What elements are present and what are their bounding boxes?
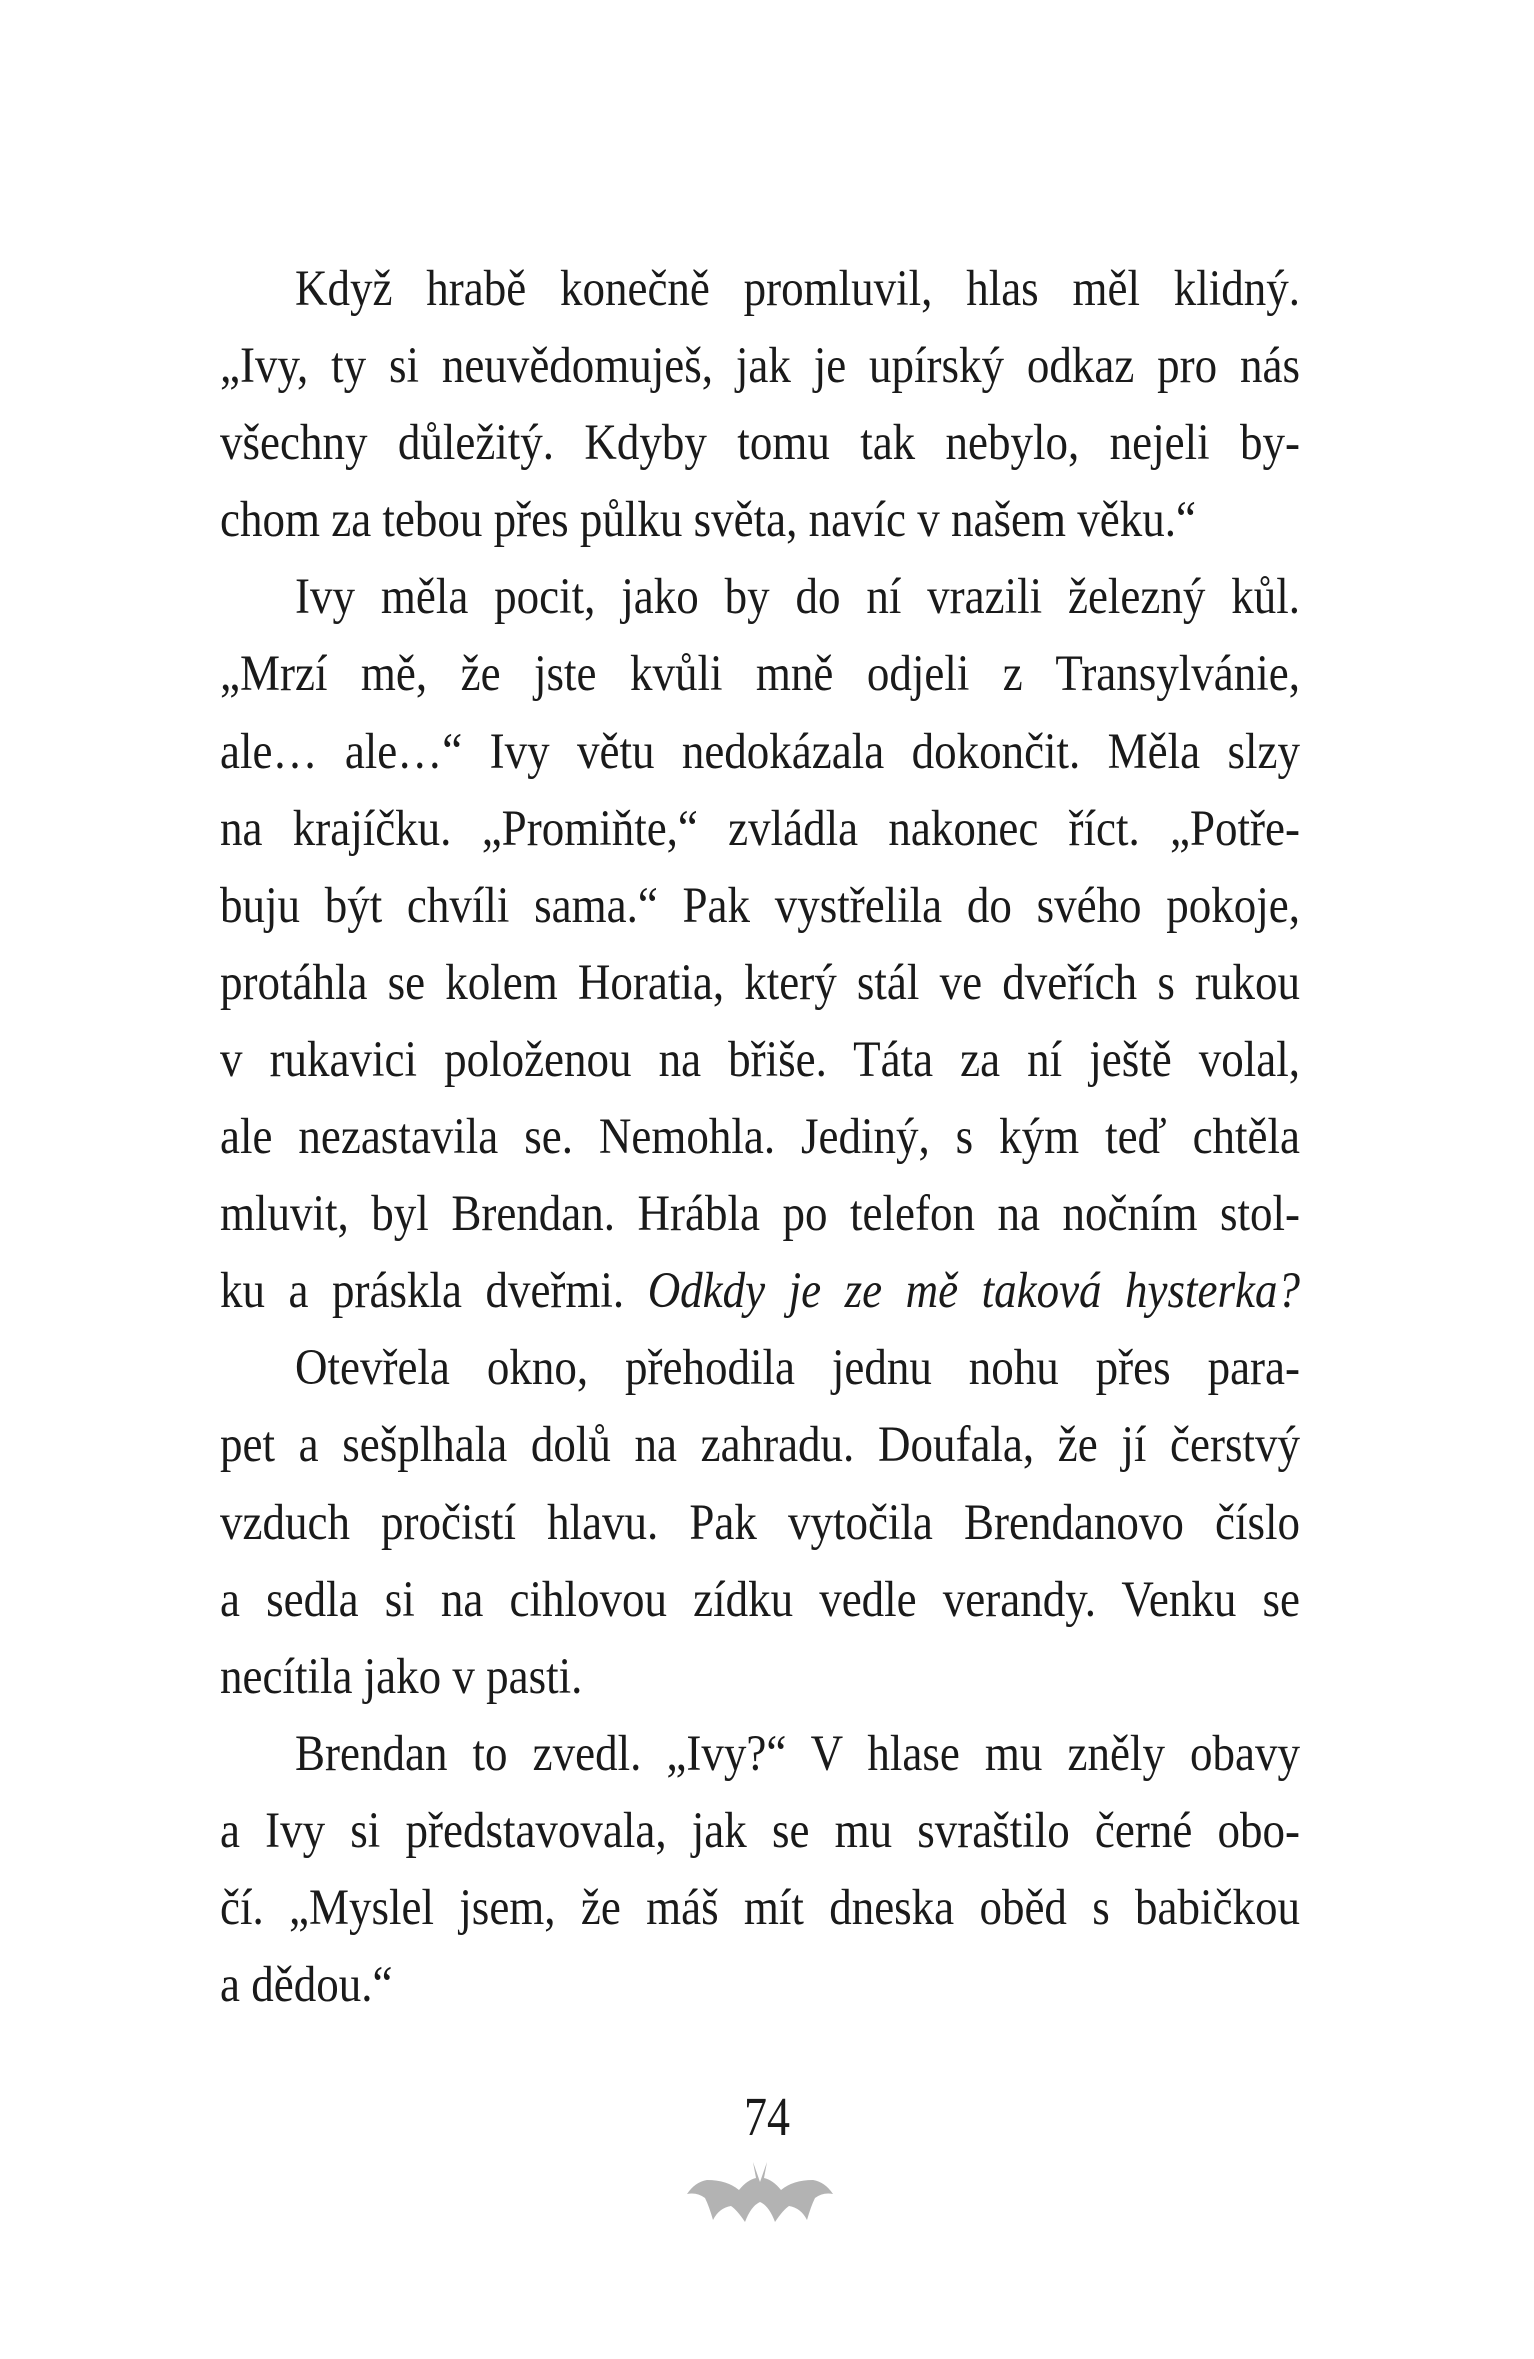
line-text: v rukavici položenou na břiše. Táta za ní ještě volal, [220, 1031, 1300, 1088]
line-text: „Ivy, ty si neuvědomuješ, jak je upírský odkaz pro nás [220, 337, 1300, 394]
line-text: ale… ale…“ Ivy větu nedokázala dokončit. Měla slzy [220, 722, 1300, 779]
text-line [220, 1641, 1300, 1727]
line-text: buju být chvíli sama.“ Pak vystřelila do svého pokoje, [220, 876, 1300, 933]
text-line [220, 1872, 1300, 1958]
line-text: Otevřela okno, přehodila jednu nohu přes para- [295, 1339, 1300, 1396]
line-text: chom za tebou přes půlku světa, navíc v našem věku.“ [220, 491, 1196, 548]
text-line [220, 1718, 1300, 1804]
line-text: všechny důležitý. Kdyby tomu tak nebylo, nejeli by- [220, 414, 1300, 471]
text-line [220, 1101, 1300, 1187]
line-text: Brendan to zvedl. „Ivy?“ V hlase mu zněly obavy [295, 1724, 1300, 1781]
text-line [220, 1024, 1300, 1110]
line-text: a dědou.“ [220, 1956, 393, 2013]
text-line [220, 330, 1300, 416]
text-line [220, 947, 1300, 1033]
text-line [220, 1410, 1300, 1496]
line-text: mluvit, byl Brendan. Hrábla po telefon na nočním stol- [220, 1185, 1300, 1242]
line-text: „Mrzí mě, že jste kvůli mně odjeli z Transylvánie, [220, 645, 1300, 702]
line-text: Když hrabě konečně promluvil, hlas měl klidný. [295, 260, 1300, 317]
line-text: protáhla se kolem Horatia, který stál ve dveřích s rukou [220, 953, 1300, 1010]
text-line [220, 1949, 1300, 2035]
line-text: pet a sešplhala dolů na zahradu. Doufala, že jí čerstvý [220, 1416, 1300, 1473]
bat-icon [687, 2160, 833, 2224]
line-text: Ivy měla pocit, jako by do ní vrazili železný kůl. [295, 568, 1300, 625]
text-line [220, 1487, 1300, 1573]
line-text: necítila jako v pasti. [220, 1647, 583, 1704]
line-text: čí. „Myslel jsem, že máš mít dneska oběd s babičkou [220, 1879, 1300, 1936]
line-text: ale nezastavila se. Nemohla. Jediný, s kým teď chtěla [220, 1108, 1300, 1165]
text-line [220, 253, 1300, 339]
text-line [220, 1333, 1300, 1419]
line-text: vzduch pročistí hlavu. Pak vytočila Brendanovo číslo [220, 1493, 1300, 1550]
text-line [220, 562, 1300, 648]
text-line [220, 1564, 1300, 1650]
line-text: ku a práskla dveřmi. [220, 1262, 625, 1319]
text-line [220, 485, 1300, 571]
page-number: 74 [744, 2085, 790, 2148]
line-text: a sedla si na cihlovou zídku vedle verandy. Venku se [220, 1570, 1300, 1627]
text-line [220, 639, 1300, 725]
italic-thought: Odkdy je ze mě taková hysterka? [647, 1262, 1301, 1319]
text-line [220, 870, 1300, 956]
line-text: na krajíčku. „Promiňte,“ zvládla nakonec říct. „Potře- [220, 799, 1300, 856]
text-line [220, 1795, 1300, 1881]
text-line [220, 716, 1300, 802]
text-line [220, 408, 1300, 494]
text-line [220, 1256, 1300, 1342]
text-line [220, 793, 1300, 879]
body-text [220, 258, 1300, 2031]
line-text: a Ivy si představovala, jak se mu svraštilo černé obo- [220, 1801, 1300, 1858]
text-line [220, 1178, 1300, 1264]
